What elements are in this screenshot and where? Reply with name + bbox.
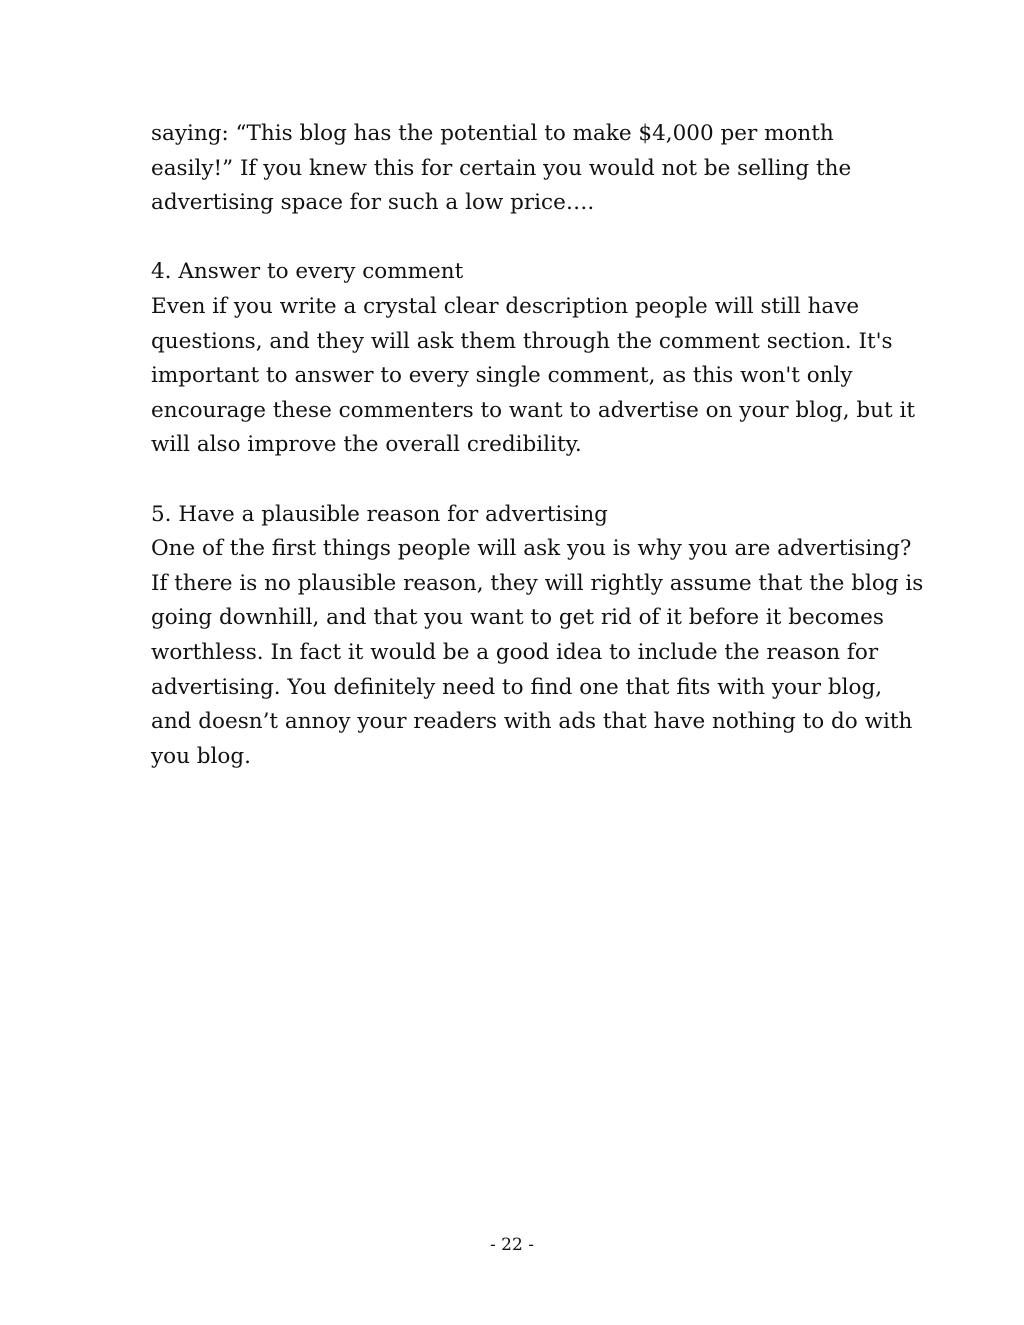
text-line: Even if you write a crystal clear description people will still have <box>151 293 860 319</box>
page-number: - 22 - <box>490 1235 534 1255</box>
section-4 <box>151 255 915 463</box>
text-line: worthless. In fact it would be a good idea to include the reason for <box>151 639 879 665</box>
page-body <box>151 117 924 774</box>
text-line: and doesn’t annoy your readers with ads that have nothing to do with <box>151 709 913 735</box>
text-line: important to answer to every single comment, as this won't only <box>151 363 853 389</box>
text-line: If there is no plausible reason, they will rightly assume that the blog is <box>151 570 924 596</box>
text-line: One of the first things people will ask you is why you are advertising? <box>151 536 912 562</box>
text-line: easily!” If you knew this for certain you would not be selling the <box>151 155 852 181</box>
paragraph-gap <box>151 221 891 256</box>
intro-paragraph <box>151 117 891 221</box>
text-line: questions, and they will ask them through the comment section. It's <box>151 328 893 354</box>
paragraph-gap <box>151 463 891 498</box>
text-line: encourage these commenters to want to advertise on your blog, but it <box>151 397 915 423</box>
text-line: advertising space for such a low price…. <box>151 190 595 216</box>
text-line: advertising. You definitely need to find one that fits with your blog, <box>151 674 883 700</box>
section-5 <box>151 498 924 775</box>
section-heading: 4. Answer to every comment <box>151 259 464 285</box>
text-line: will also improve the overall credibility. <box>151 432 582 458</box>
section-heading: 5. Have a plausible reason for advertising <box>151 501 608 527</box>
text-line: saying: “This blog has the potential to make $4,000 per month <box>151 121 834 146</box>
text-line: going downhill, and that you want to get rid of it before it becomes <box>151 605 884 631</box>
text-line: you blog. <box>151 743 251 769</box>
